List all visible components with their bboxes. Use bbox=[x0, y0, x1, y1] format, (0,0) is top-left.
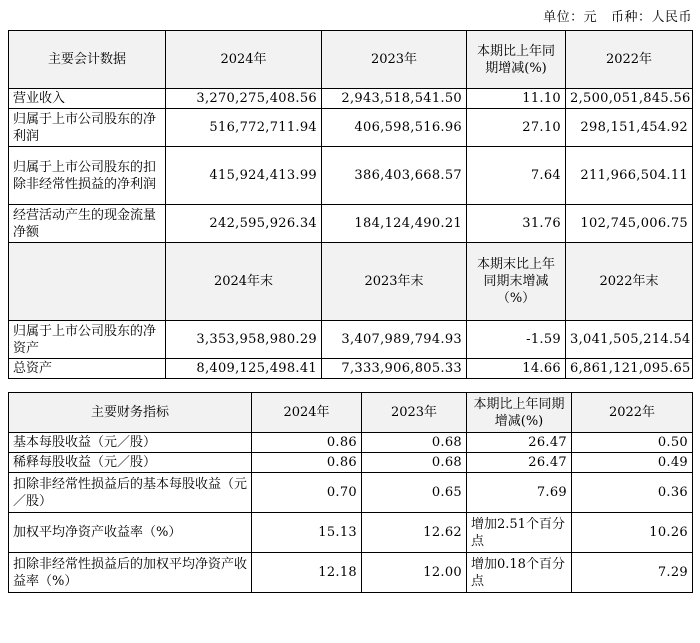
row-label: 基本每股收益（元／股） bbox=[9, 433, 252, 453]
value-cell: 7.64 bbox=[467, 147, 566, 205]
table-row bbox=[9, 321, 693, 359]
value-cell: 242,595,926.34 bbox=[166, 205, 322, 243]
row-label: 归属于上市公司股东的扣除非经常性损益的净利润 bbox=[9, 147, 166, 205]
header-cell: 2022年末 bbox=[566, 243, 693, 321]
value-cell: 12.18 bbox=[252, 553, 362, 593]
financial-indicators-table bbox=[8, 392, 693, 593]
table-subheader-row bbox=[9, 243, 693, 321]
value-cell: 7.69 bbox=[467, 473, 572, 513]
table-row bbox=[9, 433, 693, 453]
row-label: 经营活动产生的现金流量净额 bbox=[9, 205, 166, 243]
table-row bbox=[9, 109, 693, 147]
value-cell: 12.00 bbox=[362, 553, 467, 593]
header-cell: 2024年 bbox=[166, 31, 322, 89]
header-cell: 主要会计数据 bbox=[9, 31, 166, 89]
value-cell: 211,966,504.11 bbox=[566, 147, 693, 205]
value-cell: 11.10 bbox=[467, 89, 566, 109]
table-row bbox=[9, 553, 693, 593]
value-cell: 406,598,516.96 bbox=[322, 109, 467, 147]
row-label: 归属于上市公司股东的净利润 bbox=[9, 109, 166, 147]
row-label: 归属于上市公司股东的净资产 bbox=[9, 321, 166, 359]
table-row bbox=[9, 89, 693, 109]
value-cell: 8,409,125,498.41 bbox=[166, 359, 322, 379]
unit-currency-line bbox=[543, 6, 692, 25]
header-cell bbox=[9, 243, 166, 321]
header-cell: 本期末比上年同期末增减（%） bbox=[467, 243, 566, 321]
table-header-row bbox=[9, 31, 693, 89]
table-row bbox=[9, 205, 693, 243]
header-cell: 2024年 bbox=[252, 393, 362, 433]
header-cell: 本期比上年同期增减(%) bbox=[467, 31, 566, 89]
value-cell: 增加2.51个百分点 bbox=[467, 513, 572, 553]
header-cell: 2024年末 bbox=[166, 243, 322, 321]
row-label: 营业收入 bbox=[9, 89, 166, 109]
value-cell: 31.76 bbox=[467, 205, 566, 243]
row-label: 稀释每股收益（元／股） bbox=[9, 453, 252, 473]
value-cell: 0.36 bbox=[572, 473, 693, 513]
value-cell: 3,270,275,408.56 bbox=[166, 89, 322, 109]
row-label: 扣除非经常性损益后的加权平均净资产收益率（%） bbox=[9, 553, 252, 593]
value-cell: 26.47 bbox=[467, 453, 572, 473]
value-cell: 12.62 bbox=[362, 513, 467, 553]
unit-label: 单位：元 bbox=[543, 10, 598, 25]
value-cell: 3,407,989,794.93 bbox=[322, 321, 467, 359]
value-cell: 0.50 bbox=[572, 433, 693, 453]
header-cell: 2023年 bbox=[362, 393, 467, 433]
value-cell: 415,924,413.99 bbox=[166, 147, 322, 205]
value-cell: 14.66 bbox=[467, 359, 566, 379]
currency-label: 币种：人民币 bbox=[610, 10, 692, 25]
value-cell: 0.86 bbox=[252, 453, 362, 473]
value-cell: 102,745,006.75 bbox=[566, 205, 693, 243]
value-cell: 184,124,490.21 bbox=[322, 205, 467, 243]
value-cell: 3,353,958,980.29 bbox=[166, 321, 322, 359]
value-cell: 10.26 bbox=[572, 513, 693, 553]
value-cell: 2,500,051,845.56 bbox=[566, 89, 693, 109]
value-cell: 516,772,711.94 bbox=[166, 109, 322, 147]
value-cell: 0.70 bbox=[252, 473, 362, 513]
table-row bbox=[9, 453, 693, 473]
row-label: 扣除非经常性损益后的基本每股收益（元／股） bbox=[9, 473, 252, 513]
value-cell: 6,861,121,095.65 bbox=[566, 359, 693, 379]
value-cell: 0.86 bbox=[252, 433, 362, 453]
header-cell: 本期比上年同期增减(%) bbox=[467, 393, 572, 433]
value-cell: 298,151,454.92 bbox=[566, 109, 693, 147]
value-cell: 3,041,505,214.54 bbox=[566, 321, 693, 359]
accounting-data-table bbox=[8, 30, 693, 379]
value-cell: 0.49 bbox=[572, 453, 693, 473]
value-cell: 0.65 bbox=[362, 473, 467, 513]
table-row bbox=[9, 147, 693, 205]
table-row bbox=[9, 359, 693, 379]
header-cell: 2022年 bbox=[572, 393, 693, 433]
table-row bbox=[9, 513, 693, 553]
value-cell: 386,403,668.57 bbox=[322, 147, 467, 205]
value-cell: 26.47 bbox=[467, 433, 572, 453]
value-cell: 27.10 bbox=[467, 109, 566, 147]
value-cell: 7.29 bbox=[572, 553, 693, 593]
value-cell: 2,943,518,541.50 bbox=[322, 89, 467, 109]
value-cell: 0.68 bbox=[362, 453, 467, 473]
header-cell: 2023年 bbox=[322, 31, 467, 89]
header-cell: 2023年末 bbox=[322, 243, 467, 321]
table-header-row bbox=[9, 393, 693, 433]
value-cell: 增加0.18个百分点 bbox=[467, 553, 572, 593]
row-label: 总资产 bbox=[9, 359, 166, 379]
value-cell: 0.68 bbox=[362, 433, 467, 453]
table-row bbox=[9, 473, 693, 513]
value-cell: -1.59 bbox=[467, 321, 566, 359]
row-label: 加权平均净资产收益率（%） bbox=[9, 513, 252, 553]
value-cell: 15.13 bbox=[252, 513, 362, 553]
header-cell: 2022年 bbox=[566, 31, 693, 89]
value-cell: 7,333,906,805.33 bbox=[322, 359, 467, 379]
header-cell: 主要财务指标 bbox=[9, 393, 252, 433]
